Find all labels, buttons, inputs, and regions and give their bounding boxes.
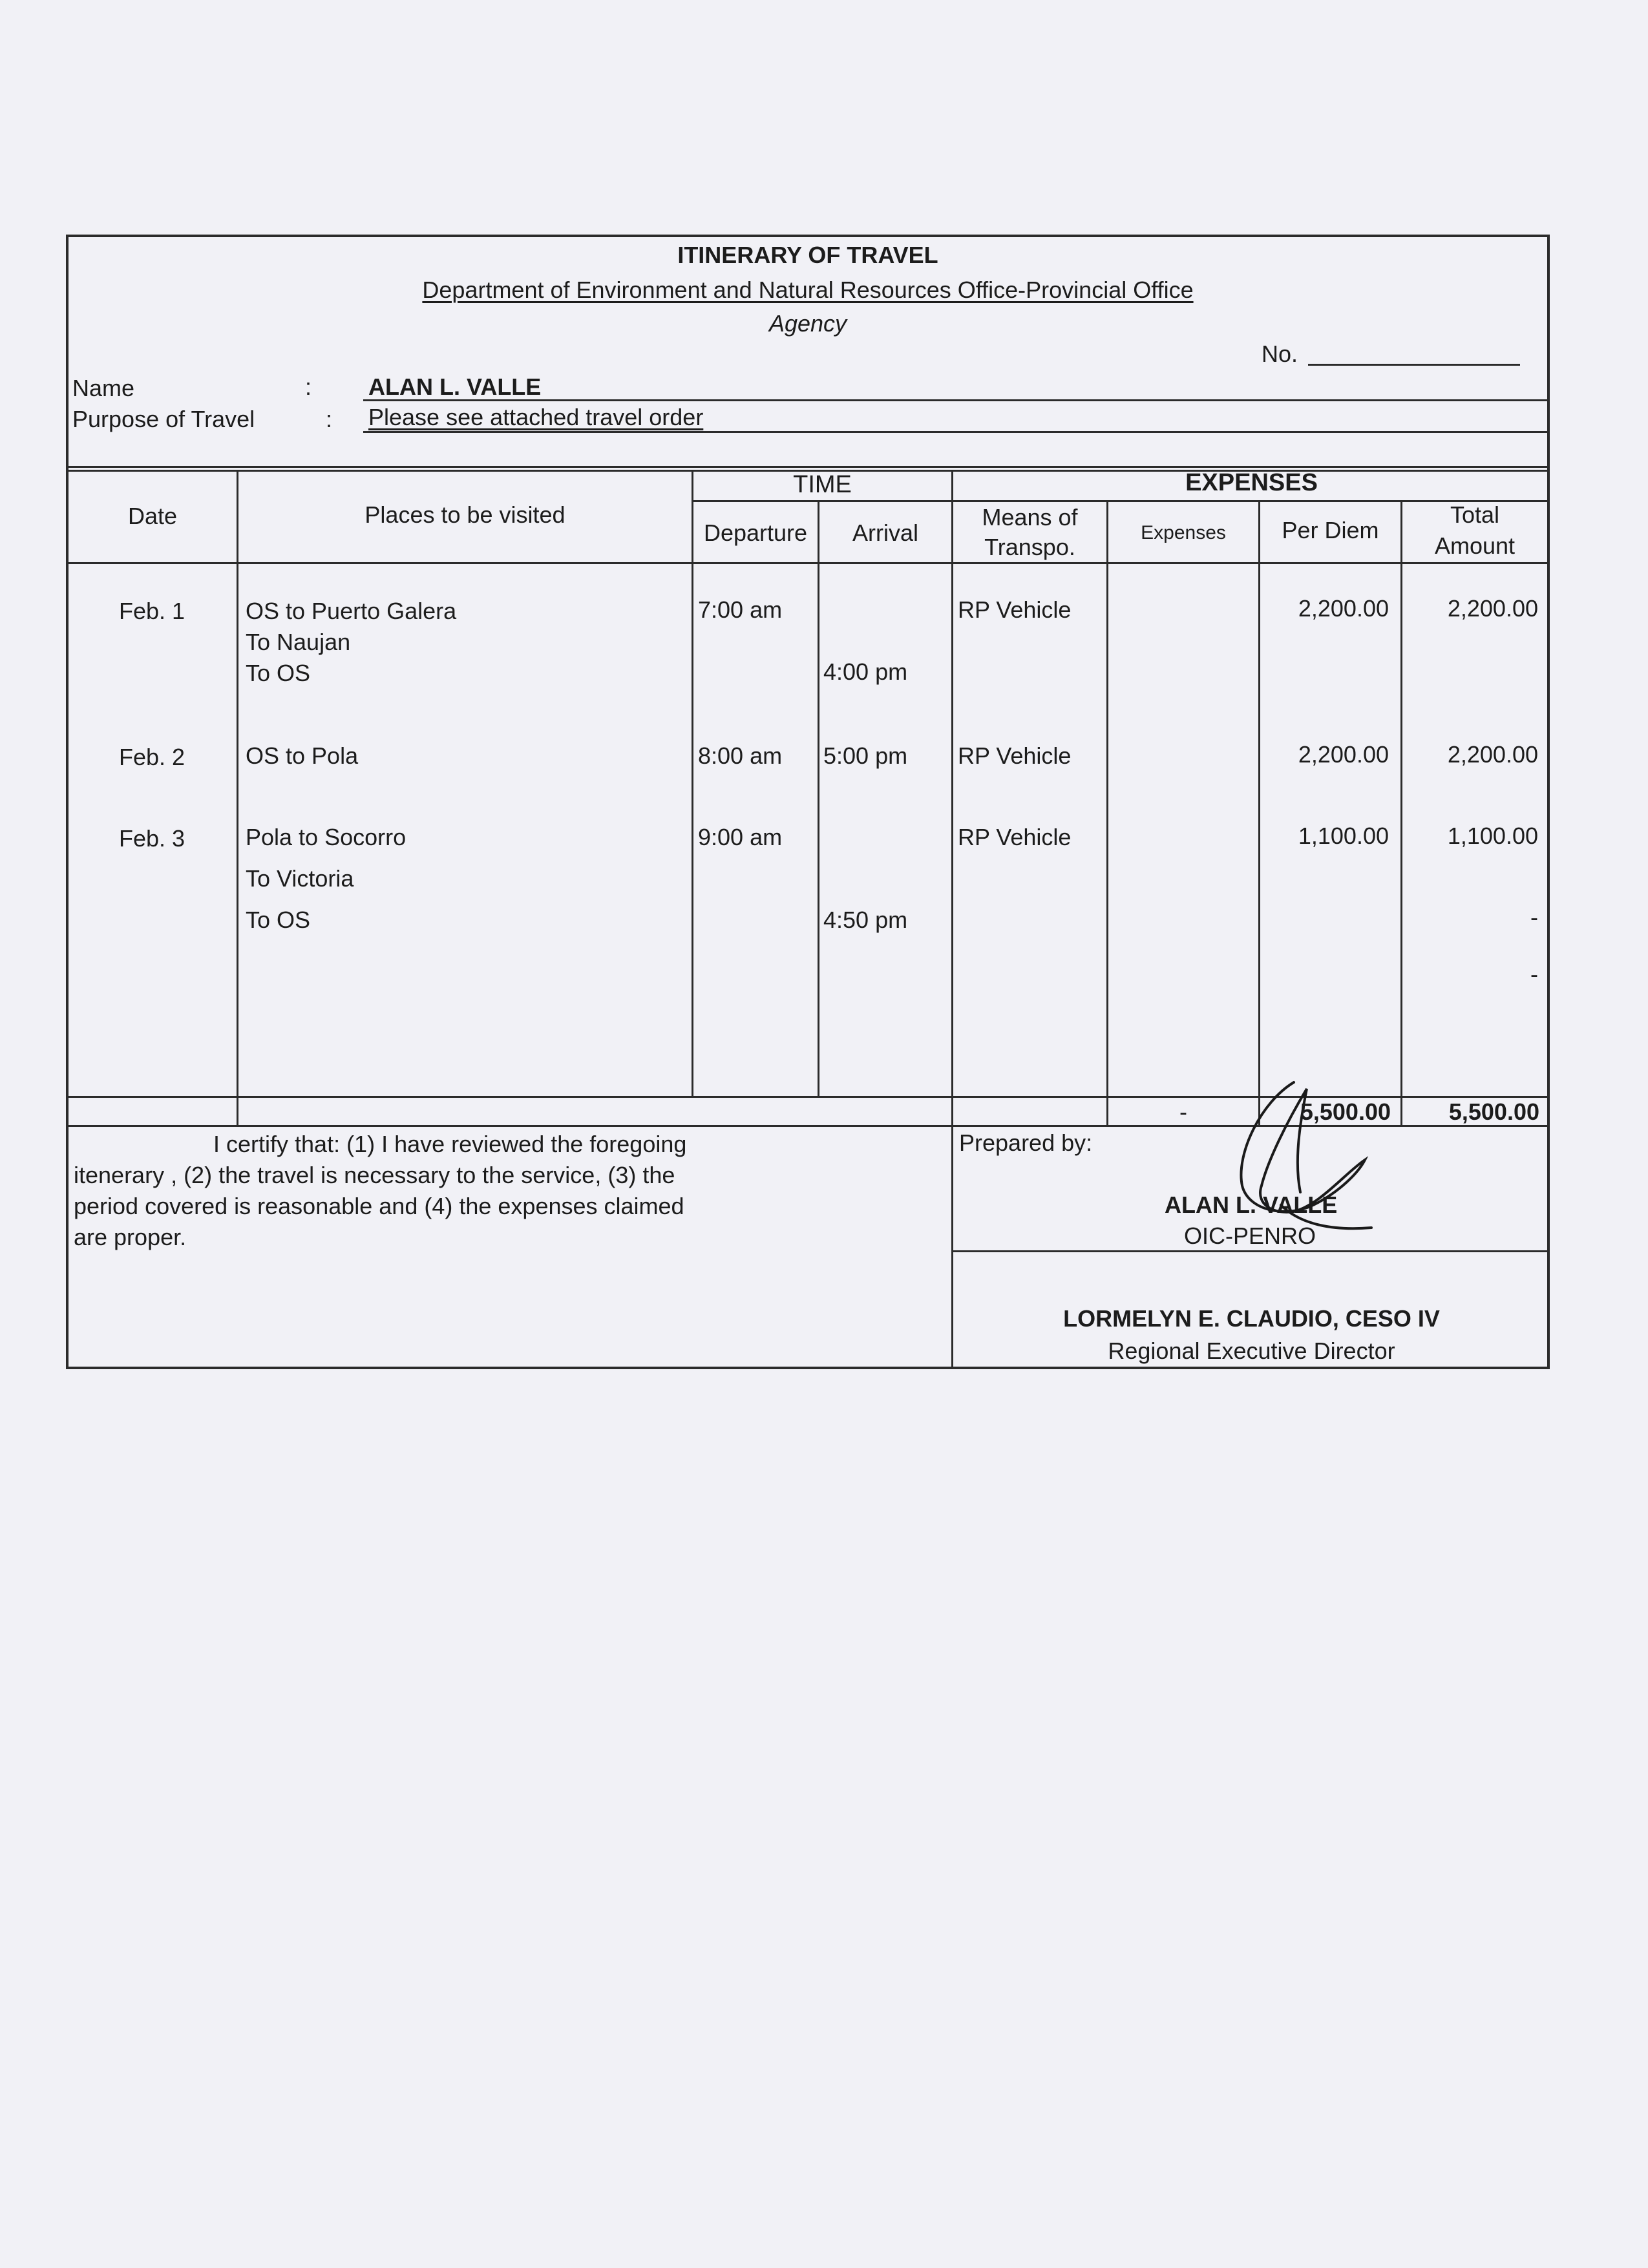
agency-name: Department of Environment and Natural Resources Office-Provincial Office xyxy=(422,277,1194,303)
row-per-diem: 2,200.00 xyxy=(1298,595,1389,622)
header-expenses: Expenses xyxy=(1141,522,1226,543)
col-expenses-perdiem xyxy=(1258,500,1260,1126)
form-title: ITINERARY OF TRAVEL xyxy=(677,242,938,268)
row-per-diem: 2,200.00 xyxy=(1298,741,1389,768)
row-date: Feb. 2 xyxy=(119,744,185,770)
row-means: RP Vehicle xyxy=(958,742,1072,769)
total-amount: 5,500.00 xyxy=(1448,1098,1539,1125)
col-perdiem-total xyxy=(1400,500,1402,1126)
total-expenses: - xyxy=(1179,1098,1187,1125)
rule-header-bottom xyxy=(66,562,1550,564)
certification-line: itenerary , (2) the travel is necessary to the service, (3) the xyxy=(74,1162,675,1188)
frame-left xyxy=(66,235,69,1369)
header-arrival: Arrival xyxy=(852,520,918,546)
rule-approval-divider xyxy=(953,1250,1550,1252)
row-total: 1,100.00 xyxy=(1447,823,1538,849)
itinerary-form xyxy=(66,235,1550,1369)
row-total: 2,200.00 xyxy=(1447,741,1538,768)
approver-name: LORMELYN E. CLAUDIO, CESO IV xyxy=(1063,1305,1440,1332)
header-per-diem: Per Diem xyxy=(1282,517,1379,543)
row-total-dash: - xyxy=(1530,904,1538,930)
signature-mark xyxy=(1216,1076,1384,1237)
row-place: OS to Puerto Galera xyxy=(246,598,457,624)
header-places: Places to be visited xyxy=(364,501,565,528)
header-means-1: Means of xyxy=(982,504,1078,530)
col-departure-arrival xyxy=(818,500,819,1098)
header-total-2: Amount xyxy=(1434,532,1516,559)
row-arrival: 4:00 pm xyxy=(823,658,908,685)
row-departure: 8:00 am xyxy=(698,742,783,769)
col-date-places xyxy=(237,470,238,1126)
col-time-expenses xyxy=(951,470,953,1369)
row-total-dash: - xyxy=(1530,961,1538,987)
row-date: Feb. 3 xyxy=(119,825,185,852)
row-arrival: 5:00 pm xyxy=(823,742,908,769)
row-place: To Victoria xyxy=(246,865,354,892)
row-arrival: 4:50 pm xyxy=(823,907,908,933)
row-per-diem: 1,100.00 xyxy=(1298,823,1389,849)
rule-name xyxy=(363,399,1550,401)
purpose-colon: : xyxy=(326,406,333,432)
frame-top xyxy=(66,235,1550,237)
row-means: RP Vehicle xyxy=(958,596,1072,623)
certification-line: are proper. xyxy=(74,1224,187,1250)
purpose-label: Purpose of Travel xyxy=(72,406,255,432)
prepared-by-label: Prepared by: xyxy=(959,1129,1093,1156)
header-total-1: Total xyxy=(1450,501,1500,528)
approver-title: Regional Executive Director xyxy=(1108,1338,1395,1364)
header-means-2: Transpo. xyxy=(984,534,1075,560)
prepared-by-name: ALAN L. VALLE xyxy=(1165,1192,1338,1218)
col-means-expenses xyxy=(1106,500,1108,1126)
number-label: No. xyxy=(1262,341,1298,367)
number-field-line xyxy=(1308,364,1520,366)
row-place: To OS xyxy=(246,907,311,933)
rule-header-top-1 xyxy=(66,466,1550,468)
row-place: To Naujan xyxy=(246,629,351,655)
col-places-departure xyxy=(692,470,693,1098)
total-per-diem: 5,500.00 xyxy=(1300,1098,1391,1125)
rule-purpose xyxy=(363,431,1550,433)
row-date: Feb. 1 xyxy=(119,598,185,624)
name-value: ALAN L. VALLE xyxy=(368,373,542,400)
frame-bottom xyxy=(66,1367,1550,1369)
row-departure: 9:00 am xyxy=(698,824,783,850)
header-expenses-group: EXPENSES xyxy=(1185,469,1318,496)
header-date: Date xyxy=(127,503,178,529)
row-total: 2,200.00 xyxy=(1447,595,1538,622)
row-means: RP Vehicle xyxy=(958,824,1072,850)
name-label: Name xyxy=(72,375,135,401)
name-colon: : xyxy=(305,373,312,400)
row-place: OS to Pola xyxy=(246,742,359,769)
agency-caption: Agency xyxy=(768,310,847,337)
header-time: TIME xyxy=(793,471,852,498)
certification-line: period covered is reasonable and (4) the expenses claimed xyxy=(74,1193,684,1219)
row-place: To OS xyxy=(246,660,311,686)
purpose-value: Please see attached travel order xyxy=(368,404,704,430)
row-place: Pola to Socorro xyxy=(246,824,407,850)
row-departure: 7:00 am xyxy=(698,596,783,623)
prepared-by-title: OIC-PENRO xyxy=(1184,1223,1316,1249)
frame-right xyxy=(1547,235,1550,1369)
certification-line: I certify that: (1) I have reviewed the foregoing xyxy=(213,1131,687,1157)
header-departure: Departure xyxy=(703,520,808,546)
